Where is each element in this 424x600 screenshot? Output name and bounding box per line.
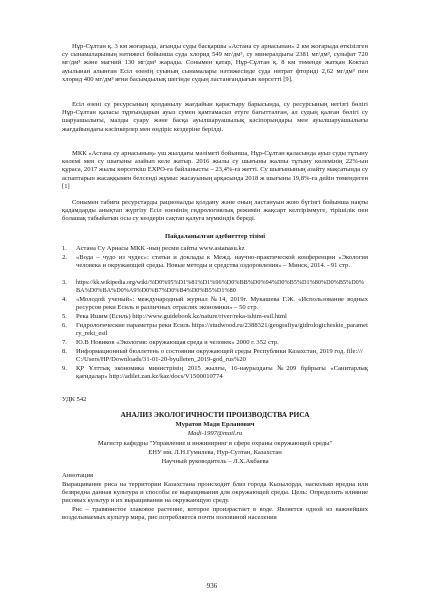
body-paragraph-3: МКК «Астана су арнасының» уш жылдағы мәліметі бойынша, Нұр-Сұлтан қаласында ауыз суды тұтыну көлемі мен су шығыны азайып келе жатыр. 2016 жылы су шығыны жалпы тұтыну көлемінің 22%-ын құраса, 2017 жылы көрсеткіш EXPO-ға байланысты – 23,4%-ға жетті. Су шығынының азайту мақсатында су аспаптарын жасаққымен белсенді жұмыс жасауының арқасында 2018 ж шығыны 19,8%-ға дейін төмендеген [1] <box>62 150 368 190</box>
reference-text: «Вода – чудо из чудес»: статьи и доклады к Межд. научно-практической конференции «Экология человека и окружающей среды. Новые методы и средства оздоровления» – Минск, 2014. - 91 стр. <box>76 254 368 270</box>
annotation-heading: Аннотация <box>62 472 94 479</box>
page-number: 936 <box>206 582 218 590</box>
reference-number: 1. <box>62 245 67 252</box>
udc-code: УДК 542 <box>62 396 87 403</box>
author-name: Муратов Мади Ерланович <box>175 421 255 428</box>
reference-item <box>62 339 368 348</box>
references-heading: Пайдаланылған әдебиеттер тізімі <box>164 233 266 240</box>
reference-number: 7. <box>62 339 67 346</box>
affiliation-line: ЕНУ им. Л.Н.Гумилева, Нур-Султан, Казахстан <box>148 449 282 456</box>
reference-item <box>62 365 368 382</box>
reference-number: 4. <box>62 296 67 303</box>
author-email: Madi-1997@mail.ru <box>187 430 243 437</box>
supervisor-line: Научный руководитель – Л.Х.Акбаева <box>161 458 269 465</box>
reference-text: Информационный бюллетень о состоянии окружающей среды Республики Казахстан, 2019 год. file:///C:/Users/HP/Downloads/31-01-20-byulleten_2019-god_rus%20 <box>76 348 363 364</box>
reference-number: 2. <box>62 254 67 261</box>
reference-text: «Молодой ученый»: международный журнал №14, 2019г. Мукашева Г.Ж. «Использование водных ресурсов реки Есиль в различных отраслях экономики» – 50 стр. <box>76 296 368 312</box>
annotation-text: Выращивание риса на территории Казахстана происходит близ города Кызылорда, насколько вредна или безвредна данная культура и способы ее выращивания для окружающей среды. Цель: Определить влияние рисовых культур и их выращивания на окружающую среду. <box>62 481 368 505</box>
reference-number: 6. <box>62 322 67 329</box>
article-title: АНАЛИЗ ЭКОЛОГИЧНОСТИ ПРОИЗВОДСТВА РИСА <box>120 410 310 419</box>
reference-item <box>62 313 368 322</box>
reference-item <box>62 279 368 296</box>
reference-item <box>62 322 368 339</box>
reference-number: 5. <box>62 313 67 320</box>
body-paragraph-1: Нұр-Сұлтан қ. 3 км жоғарыда, ағынды суды басқаршы «Астана су арнасынан» 2 км жоғарыда өткізілген су сынамаларының нәтижесі бойынша суда хлорид 549 мг/дм³, су минералдығы 2381 мг/дм³, сульфат 720 мг/дм³ және магний 130 мг/дм³ жарады. Сонымен қатар, Нұр-Сұлтан қ. 8 км төменде жатқан Коктал ауылынан алынған Есіл өзенің суының сынамалары нәтижесінде суда нитрат фториді 2,62 мг/дм³ пен хлорид 400 мг/дм³ яғни басымдылық шегінде судың ластанғандығын көрсетті [9]. <box>62 43 368 83</box>
reference-text: Ю.В Новиков «Экология: окружающая среда и человек» 2000 г. 352 стр. <box>76 339 279 346</box>
reference-text: ҚР Ұлттық экономика министрінің 2015 жылғы, 16-наурыздағы №209 бұйрығы «Санитарлық қағидалар» http://adilet.zan.kz/kaz/docs/V1500010774 <box>76 365 368 381</box>
reference-number: 8. <box>62 348 67 355</box>
affiliation-line: Магистр кафедры "Управление и инжиниринг в сфере охраны окружающей среды" <box>97 440 333 447</box>
reference-link[interactable]: https://kk.wikipedia.org/wiki/%D0%95%D1%81%D1%96%D0%BB%D0%94%D0%B5%D1%80%D0%B5%D0%BA%D0%BA%D0%A9%D0%B7%D0%B4%D0%B5%D1%80 <box>76 279 364 295</box>
reference-text: Река Ишим (Есиль) http://www.guidebook.kz/nature/river/reka-ishim-esil.html <box>76 313 287 320</box>
body-paragraph-4: Сонымен табиғи ресурстарды рационалды қолдану және оның ластануын жою бүгінгі бойынша нақты қадамдарды анықтап жүргізу Есіл өзенінің гидрологиялық режимін жақсарт келтіріммуге, тірішілік пен болашақ табыйатын осы су көздерін сақтап қалуға мүмкіндік береді. <box>62 199 368 223</box>
reference-item <box>62 296 368 313</box>
reference-item <box>62 254 368 279</box>
reference-text: Астана Су Арнасы МКК -ның ресми сайты www.astanasu.kz <box>76 245 245 252</box>
reference-text: Гидрологические параметры реки Есиль https://studwood.ru/2388321/geografiya/gidrologicheskie_parametry_reki_esil <box>76 322 368 338</box>
reference-item <box>62 348 368 365</box>
reference-number: 9. <box>62 365 67 372</box>
reference-item <box>62 245 368 254</box>
body-paragraph-rice: Рис – травянистое злаковое растение, которое произрастает в воде. Является одной из важнейших возделываемых культур мира, рис потребляется почти половиной населения <box>62 506 368 522</box>
reference-number: 3. <box>62 279 67 286</box>
body-paragraph-2: Есіл өзені су ресурсының қолданылу жағдайын қарастыру барысында, су ресурсының негізгі бөлігі Нұр-Сұлтан қаласы тұрғындарын ауыз сумен қамтамасыз етуге бағытталған, ал судың қалған бөлігі су шаруашылығы, малды суару және басқа ауылшаруашылық кәсіпорындары мен ауылшаруашылығы жағдайындағы кәсіпкерлер мен өндіріс кездеріне берілді. <box>62 101 368 133</box>
